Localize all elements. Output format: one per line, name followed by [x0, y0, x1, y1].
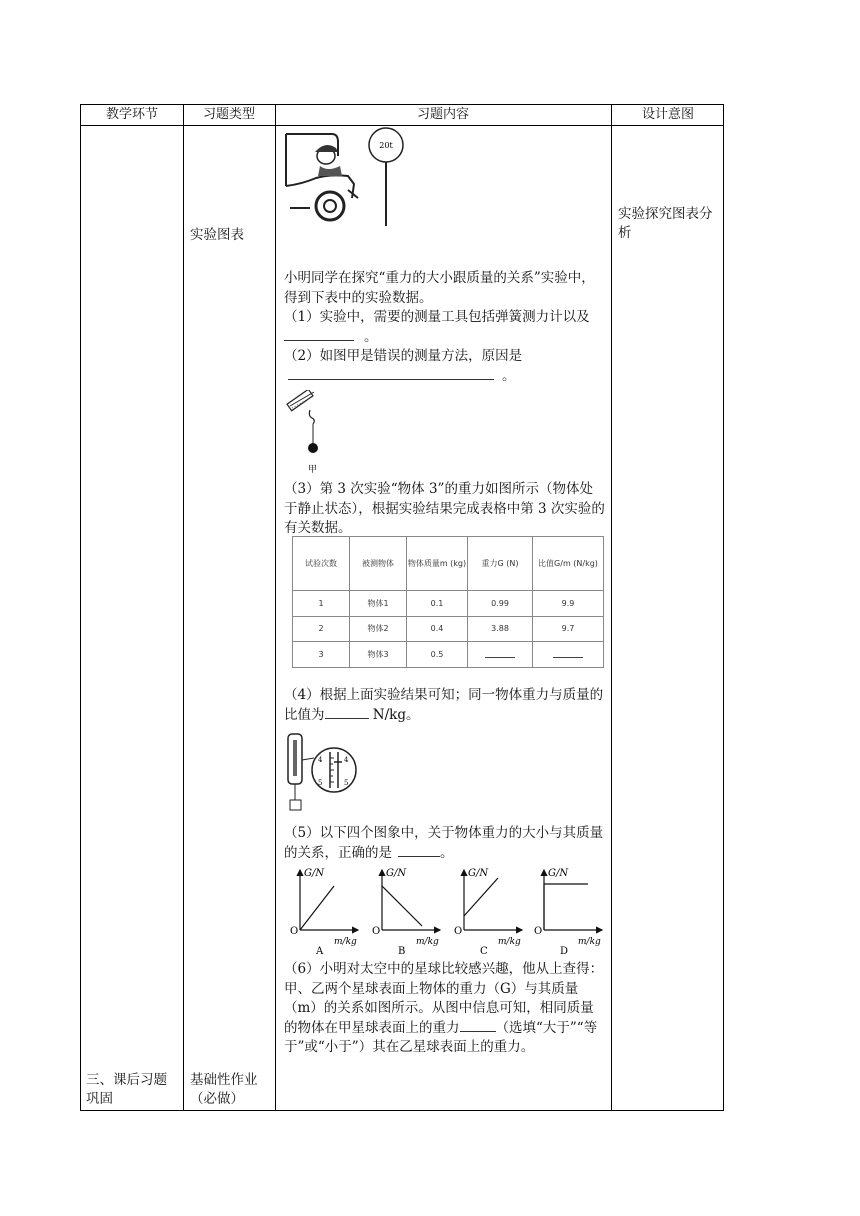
q6-text: （6）小明对太空中的星球比较感兴趣，他从上查得：甲、乙两个星球表面上物体的重力（G）与其质量（m）的关系如图所示。从图中信息可知，相同质量的物体在甲星球表面上的重力 [284, 961, 604, 1036]
header-type: 习题类型 [202, 107, 255, 122]
th-mass: 物体质量m (kg) [407, 537, 468, 591]
svg-text:5: 5 [344, 779, 349, 787]
q2-blank[interactable] [288, 367, 494, 380]
q5-end: 。 [440, 844, 454, 861]
header-stage: 教学环节 [105, 107, 158, 122]
stage-cell: 三、课后习题巩固 [86, 1072, 167, 1107]
graph-option-D [534, 868, 602, 957]
q5-blank[interactable] [398, 844, 440, 857]
fig-jia-label: 甲 [308, 465, 318, 475]
header-content: 习题内容 [416, 107, 469, 122]
graph-option-A [290, 868, 358, 957]
graph-line [382, 886, 422, 926]
x-axis-label: m/kg [578, 937, 601, 947]
question-block-3 [284, 480, 606, 539]
origin-label: O [534, 926, 543, 937]
col-divider [611, 105, 612, 1110]
q4-text: （4）根据上面实验结果可知；同一物体重力与质量的比值为 [284, 687, 604, 723]
svg-text:4: 4 [344, 756, 349, 764]
question-block-4 [284, 686, 606, 725]
type-basic: 基础性作业（必做） [190, 1072, 258, 1107]
origin-label: O [372, 926, 381, 937]
option-label: C [480, 946, 488, 957]
q4-blank[interactable] [325, 706, 369, 719]
spring-scale-reading-figure [282, 730, 368, 822]
q3-text: （3）第 3 次实验“物体 3”的重力如图所示（物体处于静止状态），根据实验结果完成表格中第 3 次实验的有关数据。 [284, 481, 605, 536]
q1-end: 。 [364, 328, 378, 345]
q1-blank[interactable] [284, 328, 354, 341]
svg-text:4: 4 [318, 756, 323, 764]
x-axis-label: m/kg [498, 937, 521, 947]
graph-option-C [454, 868, 522, 957]
design-intent: 实验探究图表分析 [618, 206, 713, 241]
truck-sign-figure [282, 126, 422, 232]
y-axis-label: G/N [548, 868, 569, 879]
svg-text:5: 5 [318, 779, 323, 787]
gravity-blank-cell[interactable] [468, 642, 533, 668]
col-divider [183, 105, 184, 1110]
q5-text: （5）以下四个图象中，关于物体重力的大小与其质量的关系，正确的是 [284, 825, 604, 861]
option-label: D [560, 946, 569, 957]
y-axis-label: G/N [468, 868, 489, 879]
th-gravity: 重力G (N) [468, 537, 533, 591]
ratio-blank[interactable] [553, 649, 583, 658]
q6-blank[interactable] [460, 1019, 496, 1032]
col-divider [275, 105, 276, 1110]
spring-scale-icon [287, 390, 318, 453]
q6-end: （选填“大于”“等于”或“小于”）其在乙星球表面上的重力。 [284, 1019, 598, 1055]
sign-label: 20t [379, 141, 393, 150]
ratio-blank-cell[interactable] [533, 642, 604, 668]
graph-line [300, 886, 334, 930]
origin-label: O [454, 926, 463, 937]
question-block-1 [284, 269, 606, 386]
question-block-6 [284, 960, 606, 1058]
q2-text: （2）如图甲是错误的测量方法，原因是 [284, 348, 523, 364]
header-intent: 设计意图 [641, 107, 694, 122]
option-label: A [316, 946, 324, 957]
q4-end: N/kg。 [372, 706, 420, 723]
th-object: 被测物体 [350, 537, 407, 591]
figure-jia [282, 390, 332, 476]
origin-label: O [290, 926, 299, 937]
x-axis-label: m/kg [334, 937, 357, 947]
table-row: 3 物体3 0.5 [293, 642, 604, 668]
option-label: B [398, 946, 406, 957]
spring-scale-icon [288, 734, 302, 810]
th-ratio: 比值G/m (N/kg) [533, 537, 604, 591]
graph-options [282, 864, 608, 958]
th-trial: 试验次数 [293, 537, 350, 591]
graph-option-B [372, 868, 440, 957]
table-row: 1 物体1 0.1 0.99 9.9 [293, 591, 604, 617]
q1-text: （1）实验中，需要的测量工具包括弹簧测力计以及 [284, 309, 590, 325]
y-axis-label: G/N [386, 868, 407, 879]
gravity-blank[interactable] [485, 649, 515, 658]
x-axis-label: m/kg [416, 937, 439, 947]
q2-end: 。 [502, 367, 516, 384]
y-axis-label: G/N [304, 868, 325, 879]
intro-text: 小明同学在探究“重力的大小跟质量的关系”实验中，得到下表中的实验数据。 [284, 270, 595, 306]
graph-line [464, 878, 498, 916]
type-experiment: 实验图表 [190, 227, 244, 243]
experiment-data-table [292, 536, 604, 668]
table-row: 2 物体2 0.4 3.88 9.7 [293, 616, 604, 642]
question-block-5 [284, 824, 606, 863]
